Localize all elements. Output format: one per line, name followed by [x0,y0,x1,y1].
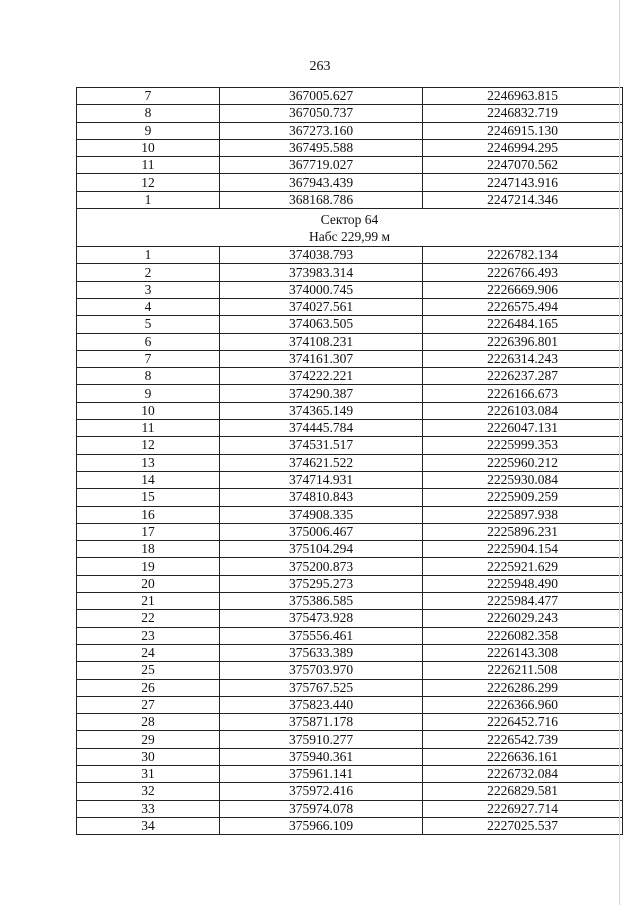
table-row [77,489,623,506]
table-row [77,471,623,488]
y-coordinate-cell: 2226166.673 [423,385,623,402]
table-row [77,748,623,765]
table-group-sector-64 [77,247,623,835]
y-coordinate-cell: 2225904.154 [423,541,623,558]
sector-header-cell [77,209,623,247]
point-number-cell: 13 [77,454,220,471]
table-row [77,575,623,592]
table-row [77,88,623,105]
y-coordinate-cell: 2226782.134 [423,247,623,264]
x-coordinate-cell: 375473.928 [220,610,423,627]
point-number-cell: 11 [77,157,220,174]
y-coordinate-cell: 2226732.084 [423,765,623,782]
x-coordinate-cell: 367273.160 [220,122,423,139]
table-row [77,696,623,713]
sector-title: Сектор 64 [320,211,379,227]
x-coordinate-cell: 375974.078 [220,800,423,817]
point-number-cell: 3 [77,281,220,298]
y-coordinate-cell: 2225896.231 [423,523,623,540]
x-coordinate-cell: 375386.585 [220,593,423,610]
table-row [77,558,623,575]
table-row [77,679,623,696]
y-coordinate-cell: 2226237.287 [423,368,623,385]
table-row [77,316,623,333]
x-coordinate-cell: 373983.314 [220,264,423,281]
y-coordinate-cell: 2226484.165 [423,316,623,333]
table-row [77,191,623,208]
x-coordinate-cell: 375961.141 [220,765,423,782]
point-number-cell: 15 [77,489,220,506]
table-row [77,817,623,834]
point-number-cell: 10 [77,402,220,419]
x-coordinate-cell: 375966.109 [220,817,423,834]
point-number-cell: 9 [77,122,220,139]
point-number-cell: 30 [77,748,220,765]
point-number-cell: 12 [77,174,220,191]
point-number-cell: 27 [77,696,220,713]
point-number-cell: 1 [77,247,220,264]
y-coordinate-cell: 2225999.353 [423,437,623,454]
point-number-cell: 9 [77,385,220,402]
x-coordinate-cell: 374621.522 [220,454,423,471]
y-coordinate-cell: 2225921.629 [423,558,623,575]
x-coordinate-cell: 375871.178 [220,714,423,731]
x-coordinate-cell: 375556.461 [220,627,423,644]
y-coordinate-cell: 2226396.801 [423,333,623,350]
point-number-cell: 28 [77,714,220,731]
y-coordinate-cell: 2247143.916 [423,174,623,191]
y-coordinate-cell: 2226143.308 [423,644,623,661]
x-coordinate-cell: 374290.387 [220,385,423,402]
y-coordinate-cell: 2226829.581 [423,783,623,800]
table-row [77,644,623,661]
point-number-cell: 23 [77,627,220,644]
y-coordinate-cell: 2226927.714 [423,800,623,817]
point-number-cell: 7 [77,350,220,367]
point-number-cell: 29 [77,731,220,748]
table-row [77,402,623,419]
y-coordinate-cell: 2226636.161 [423,748,623,765]
table-row [77,139,623,156]
y-coordinate-cell: 2226669.906 [423,281,623,298]
point-number-cell: 1 [77,191,220,208]
point-number-cell: 26 [77,679,220,696]
y-coordinate-cell: 2246915.130 [423,122,623,139]
point-number-cell: 14 [77,471,220,488]
table-row [77,105,623,122]
sector-elevation: Набс 229,99 м [308,228,391,244]
x-coordinate-cell: 375703.970 [220,662,423,679]
point-number-cell: 17 [77,523,220,540]
x-coordinate-cell: 374908.335 [220,506,423,523]
point-number-cell: 8 [77,105,220,122]
x-coordinate-cell: 375295.273 [220,575,423,592]
x-coordinate-cell: 374000.745 [220,281,423,298]
table-row [77,420,623,437]
y-coordinate-cell: 2226575.494 [423,298,623,315]
table-row [77,437,623,454]
x-coordinate-cell: 367050.737 [220,105,423,122]
x-coordinate-cell: 374038.793 [220,247,423,264]
x-coordinate-cell: 375767.525 [220,679,423,696]
y-coordinate-cell: 2225960.212 [423,454,623,471]
x-coordinate-cell: 374222.221 [220,368,423,385]
y-coordinate-cell: 2226047.131 [423,420,623,437]
table-row [77,783,623,800]
table-row [77,506,623,523]
y-coordinate-cell: 2247214.346 [423,191,623,208]
table-row [77,523,623,540]
point-number-cell: 11 [77,420,220,437]
coordinates-table [76,87,623,835]
x-coordinate-cell: 375823.440 [220,696,423,713]
x-coordinate-cell: 374161.307 [220,350,423,367]
point-number-cell: 31 [77,765,220,782]
sector-header-group [77,209,623,247]
point-number-cell: 19 [77,558,220,575]
table-row [77,174,623,191]
x-coordinate-cell: 367495.588 [220,139,423,156]
point-number-cell: 32 [77,783,220,800]
table-row [77,593,623,610]
y-coordinate-cell: 2226314.243 [423,350,623,367]
x-coordinate-cell: 375200.873 [220,558,423,575]
y-coordinate-cell: 2225909.259 [423,489,623,506]
table-row [77,368,623,385]
point-number-cell: 6 [77,333,220,350]
point-number-cell: 22 [77,610,220,627]
x-coordinate-cell: 375104.294 [220,541,423,558]
y-coordinate-cell: 2226542.739 [423,731,623,748]
y-coordinate-cell: 2226103.084 [423,402,623,419]
table-row [77,541,623,558]
point-number-cell: 21 [77,593,220,610]
table-row [77,385,623,402]
y-coordinate-cell: 2247070.562 [423,157,623,174]
x-coordinate-cell: 367943.439 [220,174,423,191]
point-number-cell: 34 [77,817,220,834]
table-row [77,627,623,644]
table-row [77,157,623,174]
table-row [77,333,623,350]
table-row [77,454,623,471]
y-coordinate-cell: 2227025.537 [423,817,623,834]
table-row [77,281,623,298]
sector-header-row [77,209,623,247]
x-coordinate-cell: 374445.784 [220,420,423,437]
y-coordinate-cell: 2246963.815 [423,88,623,105]
y-coordinate-cell: 2225948.490 [423,575,623,592]
point-number-cell: 10 [77,139,220,156]
point-number-cell: 8 [77,368,220,385]
y-coordinate-cell: 2225930.084 [423,471,623,488]
x-coordinate-cell: 367719.027 [220,157,423,174]
point-number-cell: 4 [77,298,220,315]
x-coordinate-cell: 367005.627 [220,88,423,105]
point-number-cell: 24 [77,644,220,661]
x-coordinate-cell: 375633.389 [220,644,423,661]
point-number-cell: 25 [77,662,220,679]
point-number-cell: 7 [77,88,220,105]
y-coordinate-cell: 2225984.477 [423,593,623,610]
x-coordinate-cell: 375910.277 [220,731,423,748]
scan-edge-line [619,0,620,905]
table-row [77,765,623,782]
table-row [77,714,623,731]
point-number-cell: 12 [77,437,220,454]
y-coordinate-cell: 2226766.493 [423,264,623,281]
y-coordinate-cell: 2246832.719 [423,105,623,122]
x-coordinate-cell: 375972.416 [220,783,423,800]
y-coordinate-cell: 2226452.716 [423,714,623,731]
table-row [77,122,623,139]
table-row [77,264,623,281]
x-coordinate-cell: 374027.561 [220,298,423,315]
point-number-cell: 2 [77,264,220,281]
table-row [77,610,623,627]
y-coordinate-cell: 2246994.295 [423,139,623,156]
y-coordinate-cell: 2226029.243 [423,610,623,627]
page-number: 263 [309,59,331,74]
table-row [77,662,623,679]
point-number-cell: 20 [77,575,220,592]
y-coordinate-cell: 2226082.358 [423,627,623,644]
table-row [77,350,623,367]
y-coordinate-cell: 2226211.508 [423,662,623,679]
point-number-cell: 18 [77,541,220,558]
table-row [77,298,623,315]
x-coordinate-cell: 374365.149 [220,402,423,419]
x-coordinate-cell: 374063.505 [220,316,423,333]
y-coordinate-cell: 2225897.938 [423,506,623,523]
x-coordinate-cell: 375006.467 [220,523,423,540]
y-coordinate-cell: 2226286.299 [423,679,623,696]
point-number-cell: 5 [77,316,220,333]
x-coordinate-cell: 374714.931 [220,471,423,488]
table-row [77,731,623,748]
table-row [77,247,623,264]
x-coordinate-cell: 374531.517 [220,437,423,454]
table-row [77,800,623,817]
y-coordinate-cell: 2226366.960 [423,696,623,713]
x-coordinate-cell: 375940.361 [220,748,423,765]
x-coordinate-cell: 374810.843 [220,489,423,506]
point-number-cell: 33 [77,800,220,817]
point-number-cell: 16 [77,506,220,523]
x-coordinate-cell: 374108.231 [220,333,423,350]
table-group-previous-sector [77,88,623,209]
x-coordinate-cell: 368168.786 [220,191,423,208]
